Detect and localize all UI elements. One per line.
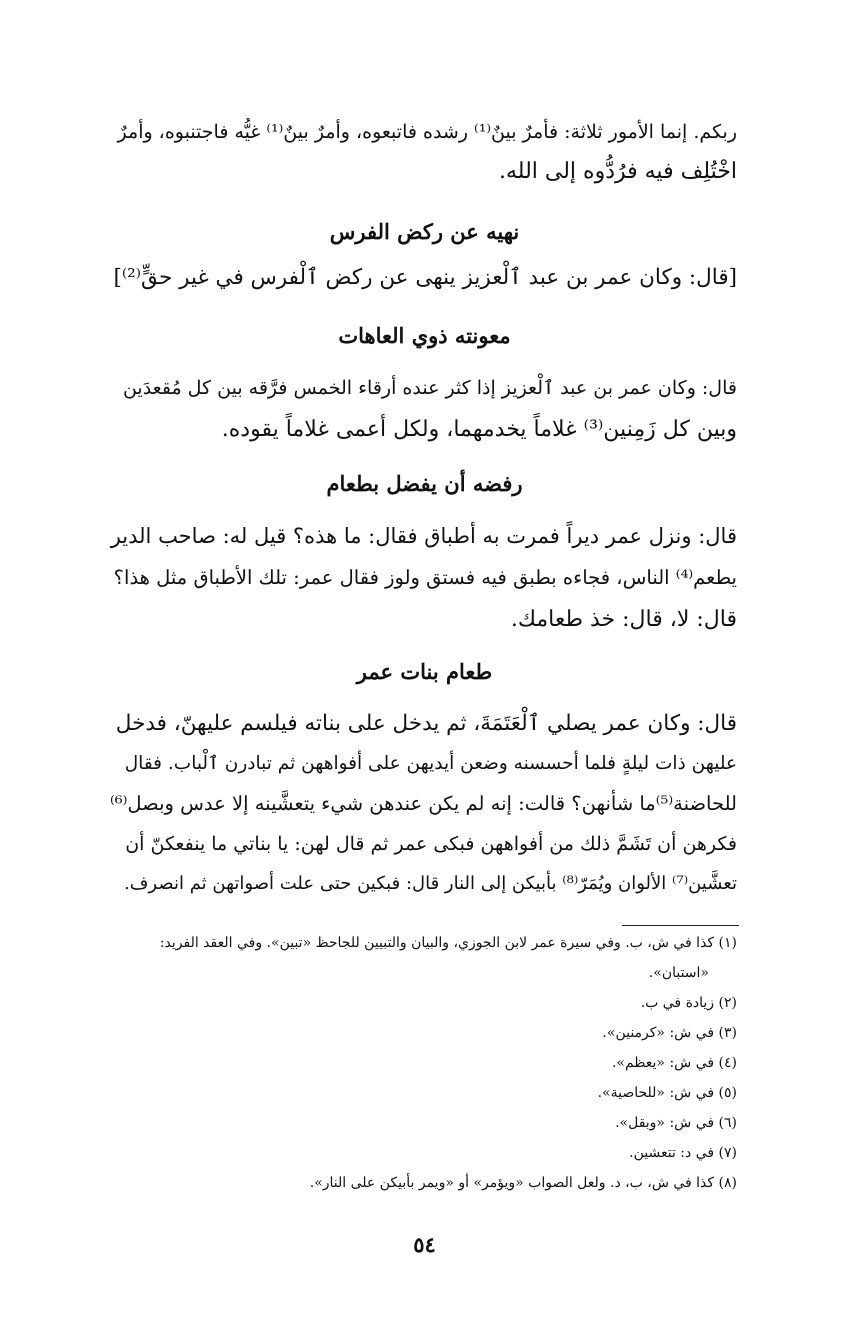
text-line: ربكم. إنما الأمور ثلاثة: فأمرٌ بينٌ⁽¹⁾ رشده فاتبعوه، وأمرٌ بينٌ⁽¹⁾ غيُّه فاجتنبوه، وأمرٌ <box>117 121 737 143</box>
footnote-4 <box>612 1050 737 1076</box>
text-line: قال: ونزل عمر ديراً فمرت به أطباق فقال: ما هذه؟ قيل له: صاحب الدير <box>110 524 737 548</box>
footnote-number: (٧) <box>718 1145 737 1161</box>
text-line: قال: لا، قال: خذ طعامك. <box>510 607 737 632</box>
text-line: [قال: وكان عمر بن عبد ٱلْعزيز ينهى عن ركض ٱلْفرس في غير حقٍّ⁽²⁾] <box>113 265 737 290</box>
paragraph-intro <box>110 112 737 196</box>
section-heading: نهيه عن ركض الفرس <box>329 219 520 244</box>
text-line: قال: وكان عمر يصلي ٱلْعَتَمَةَ، ثم يدخل على بناته فيلسم عليهنّ، فدخل <box>115 711 737 736</box>
footnote-6 <box>615 1110 737 1136</box>
footnote-number: (٦) <box>718 1115 737 1131</box>
footnote-text: في ش: «للحاصية». <box>597 1085 715 1101</box>
section-heading: طعام بنات عمر <box>356 659 493 684</box>
text-line: اخْتُلِف فيه فرُدُّوه إلى الله. <box>499 159 737 184</box>
footnote-number: (٢) <box>718 995 737 1011</box>
paragraph-horse-riding <box>110 258 737 300</box>
text-line: عليهن ذات ليلةٍ فلما أحسسنه وضعن أيديهن على أفواههن ثم تبادرن ٱلْباب. فقال <box>124 753 737 774</box>
footnote-text: كذا في ش، ب. وفي سيرة عمر لابن الجوزي، والبيان والتبيين للجاحظ «تبين». وفي العقد الفريد: <box>159 935 715 951</box>
footnote-number: (١) <box>718 935 737 951</box>
footnote-8 <box>310 1170 737 1196</box>
footnote-text: في ش: «وبقل». <box>615 1115 715 1131</box>
paragraph-daughters-food <box>110 704 737 914</box>
footnote-text: في ش: «كرمنين». <box>602 1025 715 1041</box>
text-line: وبين كل زَمِنين⁽³⁾ غلاماً يخدمهما، ولكل أعمى غلاماً يقوده. <box>221 417 737 442</box>
page-number: ٥٤ <box>413 1232 436 1257</box>
text-line: تعشَّين⁽⁷⁾ الألوان ويُمَرّ⁽⁸⁾ بأبيكن إلى النار قال: فبكين حتى علت أصواتهن ثم انصرف. <box>124 873 737 894</box>
paragraph-food-refusal <box>110 516 737 642</box>
footnote-number: (٤) <box>718 1055 737 1071</box>
section-heading: رفضه أن يفضل بطعام <box>326 471 523 496</box>
footnote-text: في د: تتعشين. <box>629 1145 715 1161</box>
footnote-7 <box>629 1140 737 1166</box>
footnote-1 <box>160 930 737 956</box>
footnote-text: زيادة في ب. <box>640 995 715 1011</box>
footnote-5 <box>598 1080 737 1106</box>
footnote-separator <box>622 925 739 926</box>
text-line: قال: وكان عمر بن عبد ٱلْعزيز إذا كثر عنده أرقاء الخمس فرَّقه بين كل مُقعدَين <box>122 377 737 399</box>
footnote-2 <box>641 990 737 1016</box>
section-heading: معونته ذوي العاهات <box>338 323 511 348</box>
footnote-1-continued <box>649 960 709 986</box>
text-line: فكرهن أن تَشَمَّ ذلك من أفواههن فبكى عمر ثم قال لهن: يا بناتي ما ينفعكنّ أن <box>125 833 737 855</box>
footnote-number: (٣) <box>718 1025 737 1041</box>
text-line: للحاضنة⁽⁵⁾ما شأنهن؟ قالت: إنه لم يكن عندهن شيء يتعشَّينه إلا عدس وبصل⁽⁶⁾ <box>109 792 737 815</box>
footnote-text: في ش: «يعظم». <box>611 1055 715 1071</box>
footnote-text: كذا في ش، ب، د. ولعل الصواب «ويؤمر» أو «ويمر بأبيكن على النار». <box>309 1175 715 1191</box>
footnote-number: (٨) <box>718 1175 737 1191</box>
footnotes <box>110 930 737 1215</box>
paragraph-disabled-aid <box>110 368 737 452</box>
footnote-3 <box>602 1020 737 1046</box>
text-line: يطعم⁽⁴⁾ الناس، فجاءه بطبق فيه فستق ولوز فقال عمر: تلك الأطباق مثل هذا؟ <box>113 566 737 589</box>
footnote-text: «استبان». <box>648 965 709 981</box>
footnote-number: (٥) <box>718 1085 737 1101</box>
